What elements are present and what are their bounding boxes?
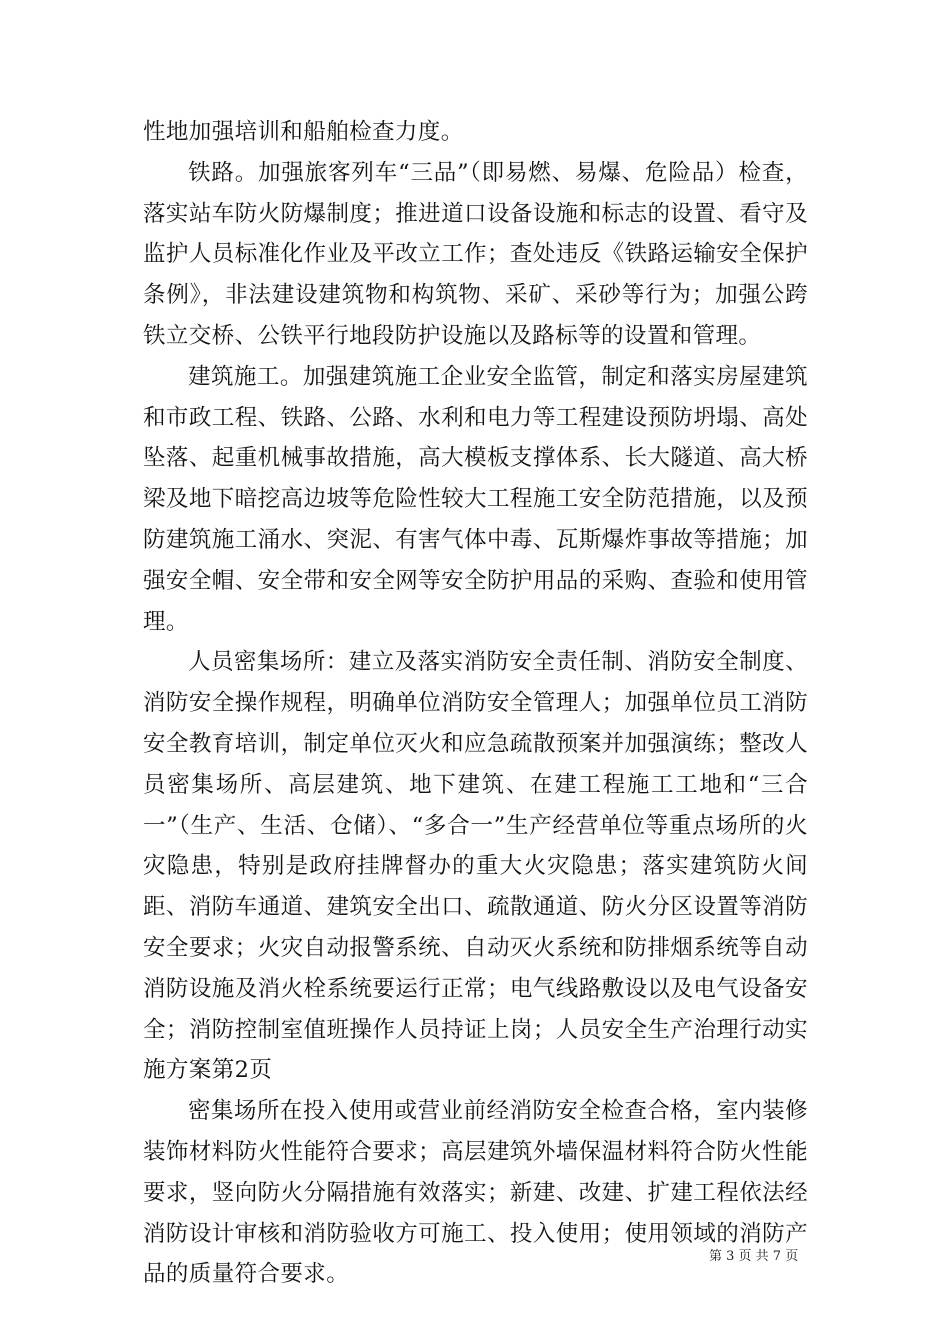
paragraph-fire-inspection: 密集场所在投入使用或营业前经消防安全检查合格，室内装修装饰材料防火性能符合要求；高层建筑外墙保温材料符合防火性能要求，竖向防火分隔措施有效落实；新建、改建、扩建工程依法经消防设计审核和消防验收方可施工、投入使用；使用领域的消防产品的质量符合要求。 xyxy=(143,1098,808,1288)
paragraph-continuation: 性地加强培训和船舶检查力度。 xyxy=(143,119,464,145)
page-number-footer: 第 3 页 共 7 页 xyxy=(709,1249,799,1264)
paragraph-railway: 铁路。加强旅客列车“三品”（即易燃、易爆、危险品）检查，落实站车防火防爆制度；推进道口设备设施和标志的设置、看守及监护人员标准化作业及平改立工作；查处违反《铁路运输安全保护条例》，非法建设建筑物和构筑物、采矿、采砂等行为；加强公跨铁立交桥、公铁平行地段防护设施以及路标等的设置和管理。 xyxy=(143,159,808,349)
paragraph-construction: 建筑施工。加强建筑施工企业安全监管，制定和落实房屋建筑和市政工程、铁路、公路、水利和电力等工程建设预防坍塌、高处坠落、起重机械事故措施，高大模板支撑体系、长大隧道、高大桥梁及地下暗挖高边坡等危险性较大工程施工安全防范措施，以及预防建筑施工涌水、突泥、有害气体中毒、瓦斯爆炸事故等措施；加强安全帽、安全带和安全网等安全防护用品的采购、查验和使用管理。 xyxy=(143,363,808,635)
paragraph-crowded-places: 人员密集场所：建立及落实消防安全责任制、消防安全制度、消防安全操作规程，明确单位消防安全管理人；加强单位员工消防安全教育培训，制定单位灭火和应急疏散预案并加强演练；整改人员密集场所、高层建筑、地下建筑、在建工程施工工地和“三合一”（生产、生活、仓储）、“多合一”生产经营单位等重点场所的火灾隐患，特别是政府挂牌督办的重大火灾隐患；落实建筑防火间距、消防车通道、建筑安全出口、疏散通道、防火分区设置等消防安全要求；火灾自动报警系统、自动灭火系统和防排烟系统等自动消防设施及消火栓系统要运行正常；电气线路敷设以及电气设备安全；消防控制室值班操作人员持证上岗；人员安全生产治理行动实施方案第2页 xyxy=(143,649,808,1084)
document-body xyxy=(143,112,808,1295)
